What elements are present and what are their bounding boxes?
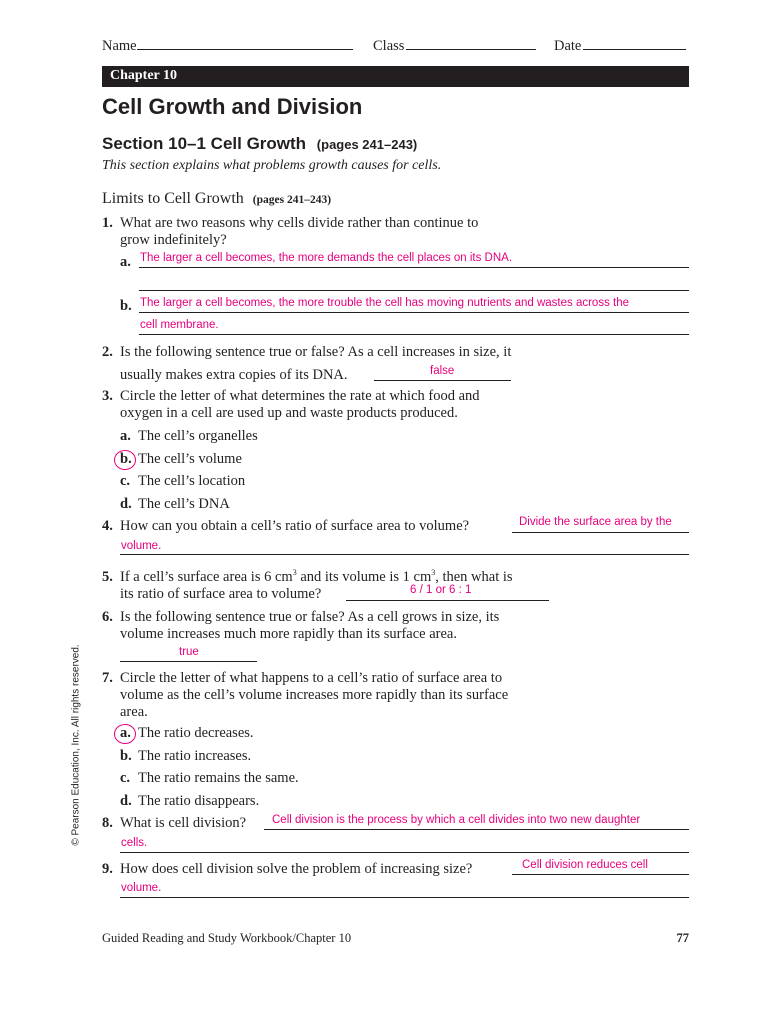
class-label: Class — [373, 38, 405, 54]
question-number: 6. — [102, 609, 113, 625]
answer-line[interactable] — [120, 554, 689, 555]
question-text: What is cell division? — [120, 815, 247, 831]
question-7-line3: area. — [120, 704, 148, 720]
subsection-title: Limits to Cell Growth — [102, 190, 244, 207]
class-line — [406, 36, 536, 50]
date-line — [583, 36, 686, 50]
section-pages: (pages 241–243) — [316, 137, 418, 152]
chapter-label: Chapter 10 — [110, 68, 178, 83]
question-text: How can you obtain a cell’s ratio of surface area to volume? — [120, 518, 470, 534]
answer-1b-line1: The larger a cell becomes, the more trouble the cell has moving nutrients and wastes across the — [140, 297, 629, 309]
question-7-line2: volume as the cell’s volume increases more rapidly than its surface — [120, 687, 509, 703]
answer-line[interactable] — [512, 532, 689, 533]
question-2 — [102, 344, 511, 361]
question-number: 7. — [102, 670, 113, 686]
answer-b-label: b. — [120, 298, 132, 314]
question-3 — [102, 388, 480, 405]
answer-line[interactable] — [120, 852, 689, 853]
answer-circle — [114, 450, 136, 470]
question-6 — [102, 609, 499, 626]
answer-2: false — [430, 365, 455, 377]
subsection-heading — [102, 190, 331, 208]
answer-9-line1: Cell division reduces cell — [522, 859, 648, 871]
question-number: 3. — [102, 388, 113, 404]
answer-4-line1: Divide the surface area by the — [519, 516, 672, 528]
chapter-bar — [102, 66, 689, 87]
question-7 — [102, 670, 502, 687]
answer-line[interactable] — [139, 312, 689, 313]
question-text: Circle the letter of what happens to a cell’s ratio of surface area to — [120, 670, 503, 686]
date-label: Date — [554, 38, 582, 54]
question-number: 1. — [102, 215, 113, 231]
answer-circle — [114, 724, 136, 744]
answer-a-label: a. — [120, 254, 131, 270]
question-number: 4. — [102, 518, 113, 534]
answer-1b-line2: cell membrane. — [140, 319, 219, 331]
question-number: 5. — [102, 568, 113, 585]
answer-line[interactable] — [374, 380, 511, 381]
option-3d[interactable]: d. The cell’s DNA — [120, 496, 230, 512]
answer-6: true — [179, 646, 199, 658]
date-field[interactable] — [554, 36, 686, 55]
subsection-pages: (pages 241–243) — [252, 194, 332, 206]
option-7d[interactable]: d. The ratio disappears. — [120, 793, 260, 809]
question-number: 8. — [102, 815, 113, 831]
answer-line[interactable] — [139, 267, 689, 268]
answer-line[interactable] — [139, 334, 689, 335]
name-field[interactable] — [102, 36, 353, 55]
answer-line[interactable] — [512, 874, 689, 875]
page-title: Cell Growth and Division — [102, 94, 363, 119]
question-4 — [102, 518, 469, 535]
page-number: 77 — [676, 931, 689, 945]
answer-4-line2: volume. — [121, 540, 162, 552]
answer-line[interactable] — [346, 600, 549, 601]
option-3a[interactable]: a. The cell’s organelles — [120, 428, 258, 444]
question-number: 9. — [102, 861, 113, 877]
option-3c[interactable]: c. The cell’s location — [120, 473, 246, 489]
name-line — [137, 36, 353, 50]
question-2-line2: usually makes extra copies of its DNA. — [120, 367, 348, 383]
question-text: Circle the letter of what determines the rate at which food and — [120, 388, 480, 404]
answer-line[interactable] — [139, 290, 689, 291]
class-field[interactable] — [373, 36, 536, 55]
section-intro: This section explains what problems growth causes for cells. — [102, 158, 442, 173]
question-text: Is the following sentence true or false? As a cell grows in size, its — [120, 609, 500, 625]
question-3-line2: oxygen in a cell are used up and waste products produced. — [120, 405, 458, 421]
section-title: Section 10–1 Cell Growth — [102, 134, 307, 153]
option-3b[interactable]: b. The cell’s volume — [120, 451, 242, 467]
answer-line[interactable] — [120, 661, 257, 662]
name-label: Name — [102, 38, 137, 54]
answer-8-line2: cells. — [121, 837, 148, 849]
option-7c[interactable]: c. The ratio remains the same. — [120, 770, 299, 786]
question-text: Is the following sentence true or false? As a cell increases in size, it — [120, 344, 512, 360]
answer-line[interactable] — [264, 829, 689, 830]
answer-line[interactable] — [120, 897, 689, 898]
copyright-notice: © Pearson Education, Inc. All rights reserved. — [70, 644, 82, 846]
footer-title: Guided Reading and Study Workbook/Chapter 10 — [102, 931, 352, 945]
answer-9-line2: volume. — [121, 882, 162, 894]
question-9 — [102, 861, 472, 878]
question-1 — [102, 215, 478, 232]
option-7a[interactable]: a. The ratio decreases. — [120, 725, 254, 741]
question-5: 5. If a cell’s surface area is 6 $cm^3$ and its volume is 1 $cm^3$, then what is — [102, 568, 513, 585]
question-5-line2: its ratio of surface area to volume? — [120, 586, 322, 602]
answer-5: 6 / 1 or 6 : 1 — [410, 584, 472, 596]
question-number: 2. — [102, 344, 113, 360]
answer-8-line1: Cell division is the process by which a cell divides into two new daughter — [272, 814, 641, 826]
question-text: What are two reasons why cells divide rather than continue to — [120, 215, 479, 231]
section-heading — [102, 134, 417, 154]
question-6-line2: volume increases much more rapidly than its surface area. — [120, 626, 457, 642]
question-text: How does cell division solve the problem of increasing size? — [120, 861, 473, 877]
option-7b[interactable]: b. The ratio increases. — [120, 748, 252, 764]
question-1-line2: grow indefinitely? — [120, 232, 227, 248]
question-8 — [102, 815, 246, 832]
answer-1a: The larger a cell becomes, the more demands the cell places on its DNA. — [140, 252, 513, 264]
